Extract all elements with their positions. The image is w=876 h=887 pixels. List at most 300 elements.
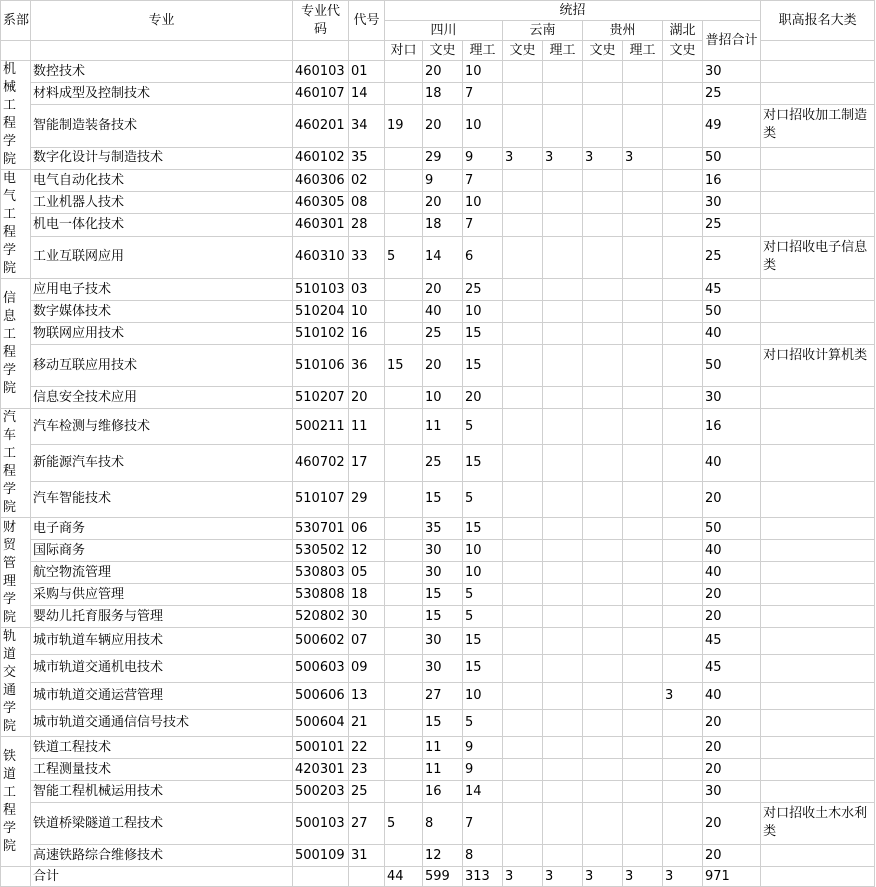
header-sc-wenshi: 文史: [423, 41, 463, 61]
table-row: [1, 759, 875, 781]
code-cell: 22: [349, 737, 385, 759]
table-row: [1, 803, 875, 845]
gz-ligong-cell: [623, 279, 663, 301]
header-gz-wenshi: 文史: [583, 41, 623, 61]
total-cell: 20: [703, 606, 761, 628]
major-code-cell: 510102: [293, 323, 349, 345]
sc-duikou-cell: [385, 323, 423, 345]
gz-ligong-cell: [623, 518, 663, 540]
code-cell: 08: [349, 192, 385, 214]
code-cell: 33: [349, 236, 385, 278]
table-row: [1, 737, 875, 759]
gz-wenshi-cell: [583, 781, 623, 803]
major-cell: 汽车智能技术: [31, 481, 293, 517]
yn-ligong-cell: [543, 192, 583, 214]
yn-wenshi-cell: [503, 628, 543, 655]
header-unified: 统招: [385, 1, 761, 21]
vocational-note-cell: [761, 279, 875, 301]
hb-wenshi-cell: [663, 803, 703, 845]
header-gz-ligong: 理工: [623, 41, 663, 61]
gz-wenshi-cell: [583, 279, 623, 301]
table-row: [1, 105, 875, 147]
major-code-cell: 510204: [293, 301, 349, 323]
code-cell: 03: [349, 279, 385, 301]
sc-duikou-cell: [385, 279, 423, 301]
sc-duikou-cell: [385, 409, 423, 445]
yn-ligong-cell: [543, 445, 583, 481]
yn-ligong-cell: [543, 236, 583, 278]
gz-ligong-cell: [623, 61, 663, 83]
summary-yn-wenshi: 3: [503, 867, 543, 887]
vocational-note-cell: [761, 737, 875, 759]
code-cell: 13: [349, 682, 385, 709]
total-cell: 50: [703, 518, 761, 540]
total-cell: 16: [703, 170, 761, 192]
table-row: [1, 781, 875, 803]
sc-duikou-cell: [385, 759, 423, 781]
gz-wenshi-cell: [583, 628, 623, 655]
vocational-note-cell: 对口招收土木水利类: [761, 803, 875, 845]
gz-ligong-cell: [623, 562, 663, 584]
yn-wenshi-cell: [503, 540, 543, 562]
sc-wenshi-cell: 25: [423, 323, 463, 345]
gz-wenshi-cell: [583, 845, 623, 867]
hb-wenshi-cell: [663, 61, 703, 83]
gz-ligong-cell: [623, 105, 663, 147]
sc-duikou-cell: [385, 606, 423, 628]
header-major-code: 专业代码: [293, 1, 349, 41]
major-code-cell: 460305: [293, 192, 349, 214]
gz-ligong-cell: [623, 170, 663, 192]
sc-ligong-cell: 8: [463, 845, 503, 867]
yn-wenshi-cell: [503, 655, 543, 682]
gz-wenshi-cell: [583, 518, 623, 540]
vocational-note-cell: [761, 445, 875, 481]
department-cell: 铁道工程学院: [1, 737, 31, 867]
hb-wenshi-cell: [663, 655, 703, 682]
major-cell: 国际商务: [31, 540, 293, 562]
hb-wenshi-cell: [663, 387, 703, 409]
sc-wenshi-cell: 10: [423, 387, 463, 409]
table-row: [1, 323, 875, 345]
major-cell: 数字化设计与制造技术: [31, 147, 293, 169]
sc-ligong-cell: 7: [463, 170, 503, 192]
sc-duikou-cell: [385, 737, 423, 759]
yn-ligong-cell: [543, 83, 583, 105]
gz-wenshi-cell: [583, 540, 623, 562]
yn-wenshi-cell: [503, 192, 543, 214]
sc-ligong-cell: 10: [463, 192, 503, 214]
hb-wenshi-cell: [663, 709, 703, 736]
table-row: [1, 61, 875, 83]
vocational-note-cell: [761, 584, 875, 606]
sc-duikou-cell: [385, 562, 423, 584]
table-row: [1, 236, 875, 278]
header-yunnan: 云南: [503, 21, 583, 41]
sc-ligong-cell: 5: [463, 584, 503, 606]
sc-duikou-cell: [385, 845, 423, 867]
yn-wenshi-cell: [503, 301, 543, 323]
major-cell: 智能工程机械运用技术: [31, 781, 293, 803]
gz-ligong-cell: [623, 445, 663, 481]
major-code-cell: 460201: [293, 105, 349, 147]
sc-wenshi-cell: 25: [423, 445, 463, 481]
gz-wenshi-cell: [583, 105, 623, 147]
gz-wenshi-cell: [583, 682, 623, 709]
sc-wenshi-cell: 20: [423, 279, 463, 301]
yn-ligong-cell: [543, 628, 583, 655]
sc-duikou-cell: [385, 682, 423, 709]
vocational-note-cell: [761, 387, 875, 409]
yn-wenshi-cell: [503, 170, 543, 192]
sc-duikou-cell: 19: [385, 105, 423, 147]
yn-wenshi-cell: [503, 481, 543, 517]
sc-wenshi-cell: 15: [423, 709, 463, 736]
yn-ligong-cell: [543, 562, 583, 584]
gz-wenshi-cell: [583, 709, 623, 736]
yn-ligong-cell: [543, 518, 583, 540]
yn-ligong-cell: [543, 214, 583, 236]
gz-wenshi-cell: [583, 345, 623, 387]
gz-wenshi-cell: [583, 759, 623, 781]
sc-duikou-cell: [385, 445, 423, 481]
sc-wenshi-cell: 40: [423, 301, 463, 323]
header-sichuan: 四川: [385, 21, 503, 41]
sc-wenshi-cell: 11: [423, 759, 463, 781]
table-row: [1, 518, 875, 540]
gz-wenshi-cell: [583, 737, 623, 759]
major-code-cell: 500604: [293, 709, 349, 736]
gz-ligong-cell: [623, 540, 663, 562]
total-cell: 49: [703, 105, 761, 147]
yn-ligong-cell: [543, 655, 583, 682]
gz-ligong-cell: [623, 83, 663, 105]
sc-wenshi-cell: 16: [423, 781, 463, 803]
yn-ligong-cell: [543, 709, 583, 736]
sc-ligong-cell: 25: [463, 279, 503, 301]
sc-ligong-cell: 10: [463, 682, 503, 709]
sc-duikou-cell: [385, 781, 423, 803]
vocational-note-cell: [761, 409, 875, 445]
yn-wenshi-cell: [503, 845, 543, 867]
header-total: 普招合计: [703, 21, 761, 61]
sc-duikou-cell: [385, 301, 423, 323]
code-cell: 23: [349, 759, 385, 781]
vocational-note-cell: [761, 214, 875, 236]
major-code-cell: 530808: [293, 584, 349, 606]
major-code-cell: 510103: [293, 279, 349, 301]
hb-wenshi-cell: [663, 562, 703, 584]
header-yn-ligong: 理工: [543, 41, 583, 61]
sc-ligong-cell: 5: [463, 606, 503, 628]
table-row: [1, 682, 875, 709]
code-cell: 05: [349, 562, 385, 584]
yn-wenshi-cell: [503, 606, 543, 628]
sc-ligong-cell: 6: [463, 236, 503, 278]
total-cell: 50: [703, 147, 761, 169]
gz-wenshi-cell: [583, 61, 623, 83]
code-cell: 11: [349, 409, 385, 445]
gz-ligong-cell: [623, 781, 663, 803]
major-cell: 铁道桥梁隧道工程技术: [31, 803, 293, 845]
vocational-note-cell: [761, 192, 875, 214]
total-cell: 40: [703, 682, 761, 709]
total-cell: 40: [703, 540, 761, 562]
major-code-cell: 500603: [293, 655, 349, 682]
gz-wenshi-cell: [583, 387, 623, 409]
yn-wenshi-cell: [503, 105, 543, 147]
yn-wenshi-cell: [503, 518, 543, 540]
gz-wenshi-cell: [583, 481, 623, 517]
table-row: [1, 345, 875, 387]
total-cell: 25: [703, 83, 761, 105]
code-cell: 14: [349, 83, 385, 105]
yn-ligong-cell: [543, 323, 583, 345]
total-cell: 20: [703, 584, 761, 606]
yn-ligong-cell: [543, 387, 583, 409]
table-footer: [1, 867, 875, 887]
header-vocational-cont: [761, 41, 875, 61]
summary-row: [1, 867, 875, 887]
sc-wenshi-cell: 30: [423, 562, 463, 584]
gz-wenshi-cell: [583, 236, 623, 278]
header-vocational: 职高报名大类: [761, 1, 875, 41]
sc-wenshi-cell: 8: [423, 803, 463, 845]
sc-wenshi-cell: 35: [423, 518, 463, 540]
sc-duikou-cell: 15: [385, 345, 423, 387]
hb-wenshi-cell: [663, 236, 703, 278]
yn-ligong-cell: [543, 301, 583, 323]
table-row: [1, 147, 875, 169]
table-row: [1, 214, 875, 236]
yn-wenshi-cell: 3: [503, 147, 543, 169]
total-cell: 50: [703, 301, 761, 323]
summary-hb-wenshi: 3: [663, 867, 703, 887]
summary-label: 合计: [31, 867, 293, 887]
code-cell: 02: [349, 170, 385, 192]
code-cell: 07: [349, 628, 385, 655]
gz-ligong-cell: [623, 481, 663, 517]
total-cell: 16: [703, 409, 761, 445]
major-code-cell: 500109: [293, 845, 349, 867]
major-cell: 工程测量技术: [31, 759, 293, 781]
sc-duikou-cell: 5: [385, 803, 423, 845]
hb-wenshi-cell: [663, 301, 703, 323]
major-code-cell: 460306: [293, 170, 349, 192]
hb-wenshi-cell: [663, 192, 703, 214]
yn-wenshi-cell: [503, 737, 543, 759]
table-row: [1, 279, 875, 301]
vocational-note-cell: [761, 655, 875, 682]
sc-ligong-cell: 20: [463, 387, 503, 409]
yn-ligong-cell: [543, 105, 583, 147]
vocational-note-cell: [761, 606, 875, 628]
yn-ligong-cell: [543, 409, 583, 445]
sc-ligong-cell: 5: [463, 709, 503, 736]
major-cell: 电气自动化技术: [31, 170, 293, 192]
hb-wenshi-cell: [663, 737, 703, 759]
yn-ligong-cell: [543, 540, 583, 562]
yn-ligong-cell: [543, 803, 583, 845]
sc-ligong-cell: 15: [463, 445, 503, 481]
major-cell: 采购与供应管理: [31, 584, 293, 606]
sc-ligong-cell: 10: [463, 540, 503, 562]
header-sc-ligong: 理工: [463, 41, 503, 61]
department-cell: 电气工程学院: [1, 170, 31, 279]
sc-ligong-cell: 15: [463, 628, 503, 655]
vocational-note-cell: [761, 518, 875, 540]
summary-code-cell: [349, 867, 385, 887]
total-cell: 50: [703, 345, 761, 387]
yn-wenshi-cell: [503, 781, 543, 803]
gz-wenshi-cell: [583, 584, 623, 606]
summary-sc-wenshi: 599: [423, 867, 463, 887]
total-cell: 45: [703, 628, 761, 655]
total-cell: 20: [703, 759, 761, 781]
table-body: [1, 61, 875, 867]
major-cell: 工业机器人技术: [31, 192, 293, 214]
sc-duikou-cell: [385, 387, 423, 409]
hb-wenshi-cell: [663, 147, 703, 169]
hb-wenshi-cell: [663, 105, 703, 147]
yn-ligong-cell: [543, 606, 583, 628]
yn-ligong-cell: [543, 737, 583, 759]
gz-wenshi-cell: [583, 301, 623, 323]
sc-ligong-cell: 14: [463, 781, 503, 803]
code-cell: 09: [349, 655, 385, 682]
table-row: [1, 606, 875, 628]
sc-wenshi-cell: 11: [423, 737, 463, 759]
gz-ligong-cell: [623, 845, 663, 867]
major-cell: 工业互联网应用: [31, 236, 293, 278]
yn-wenshi-cell: [503, 279, 543, 301]
major-cell: 高速铁路综合维修技术: [31, 845, 293, 867]
table-row: [1, 170, 875, 192]
major-code-cell: 460301: [293, 214, 349, 236]
yn-ligong-cell: [543, 682, 583, 709]
sc-ligong-cell: 15: [463, 518, 503, 540]
hb-wenshi-cell: [663, 323, 703, 345]
gz-ligong-cell: [623, 214, 663, 236]
total-cell: 20: [703, 737, 761, 759]
sc-wenshi-cell: 20: [423, 192, 463, 214]
gz-ligong-cell: [623, 387, 663, 409]
total-cell: 30: [703, 192, 761, 214]
sc-ligong-cell: 10: [463, 105, 503, 147]
header-code: 代号: [349, 1, 385, 41]
yn-wenshi-cell: [503, 323, 543, 345]
total-cell: 40: [703, 562, 761, 584]
header-code-cont: [349, 41, 385, 61]
vocational-note-cell: [761, 845, 875, 867]
major-cell: 航空物流管理: [31, 562, 293, 584]
total-cell: 20: [703, 709, 761, 736]
major-code-cell: 530803: [293, 562, 349, 584]
sc-wenshi-cell: 27: [423, 682, 463, 709]
code-cell: 28: [349, 214, 385, 236]
department-cell: 信息工程学院: [1, 279, 31, 409]
vocational-note-cell: 对口招收加工制造类: [761, 105, 875, 147]
header-dept: 系部: [1, 1, 31, 41]
total-cell: 45: [703, 279, 761, 301]
yn-wenshi-cell: [503, 803, 543, 845]
vocational-note-cell: [761, 83, 875, 105]
major-cell: 婴幼儿托育服务与管理: [31, 606, 293, 628]
major-code-cell: 500103: [293, 803, 349, 845]
table-row: [1, 655, 875, 682]
hb-wenshi-cell: [663, 83, 703, 105]
major-code-cell: 460107: [293, 83, 349, 105]
code-cell: 27: [349, 803, 385, 845]
table-row: [1, 83, 875, 105]
gz-ligong-cell: [623, 606, 663, 628]
gz-wenshi-cell: [583, 323, 623, 345]
sc-ligong-cell: 7: [463, 83, 503, 105]
hb-wenshi-cell: [663, 781, 703, 803]
hb-wenshi-cell: [663, 214, 703, 236]
gz-ligong-cell: [623, 409, 663, 445]
table-row: [1, 409, 875, 445]
total-cell: 30: [703, 781, 761, 803]
sc-duikou-cell: [385, 518, 423, 540]
major-cell: 信息安全技术应用: [31, 387, 293, 409]
sc-ligong-cell: 10: [463, 562, 503, 584]
yn-ligong-cell: [543, 345, 583, 387]
gz-ligong-cell: [623, 345, 663, 387]
sc-wenshi-cell: 15: [423, 481, 463, 517]
sc-ligong-cell: 9: [463, 147, 503, 169]
yn-ligong-cell: [543, 481, 583, 517]
major-cell: 城市轨道交通机电技术: [31, 655, 293, 682]
code-cell: 12: [349, 540, 385, 562]
hb-wenshi-cell: [663, 279, 703, 301]
gz-ligong-cell: [623, 655, 663, 682]
total-cell: 45: [703, 655, 761, 682]
sc-ligong-cell: 15: [463, 345, 503, 387]
header-major-code-cont: [293, 41, 349, 61]
vocational-note-cell: 对口招收电子信息类: [761, 236, 875, 278]
sc-wenshi-cell: 12: [423, 845, 463, 867]
hb-wenshi-cell: [663, 445, 703, 481]
vocational-note-cell: [761, 61, 875, 83]
gz-ligong-cell: [623, 737, 663, 759]
sc-duikou-cell: [385, 214, 423, 236]
sc-wenshi-cell: 11: [423, 409, 463, 445]
yn-ligong-cell: [543, 584, 583, 606]
hb-wenshi-cell: [663, 345, 703, 387]
major-code-cell: 460310: [293, 236, 349, 278]
vocational-note-cell: [761, 709, 875, 736]
gz-wenshi-cell: [583, 606, 623, 628]
hb-wenshi-cell: [663, 409, 703, 445]
sc-wenshi-cell: 9: [423, 170, 463, 192]
sc-ligong-cell: 5: [463, 409, 503, 445]
yn-wenshi-cell: [503, 409, 543, 445]
table-row: [1, 845, 875, 867]
table-row: [1, 192, 875, 214]
major-code-cell: 500602: [293, 628, 349, 655]
yn-ligong-cell: [543, 845, 583, 867]
code-cell: 25: [349, 781, 385, 803]
total-cell: 25: [703, 236, 761, 278]
sc-wenshi-cell: 20: [423, 61, 463, 83]
table-row: [1, 540, 875, 562]
sc-ligong-cell: 7: [463, 803, 503, 845]
vocational-note-cell: [761, 540, 875, 562]
table-row: [1, 301, 875, 323]
major-cell: 铁道工程技术: [31, 737, 293, 759]
header-hubei: 湖北: [663, 21, 703, 41]
